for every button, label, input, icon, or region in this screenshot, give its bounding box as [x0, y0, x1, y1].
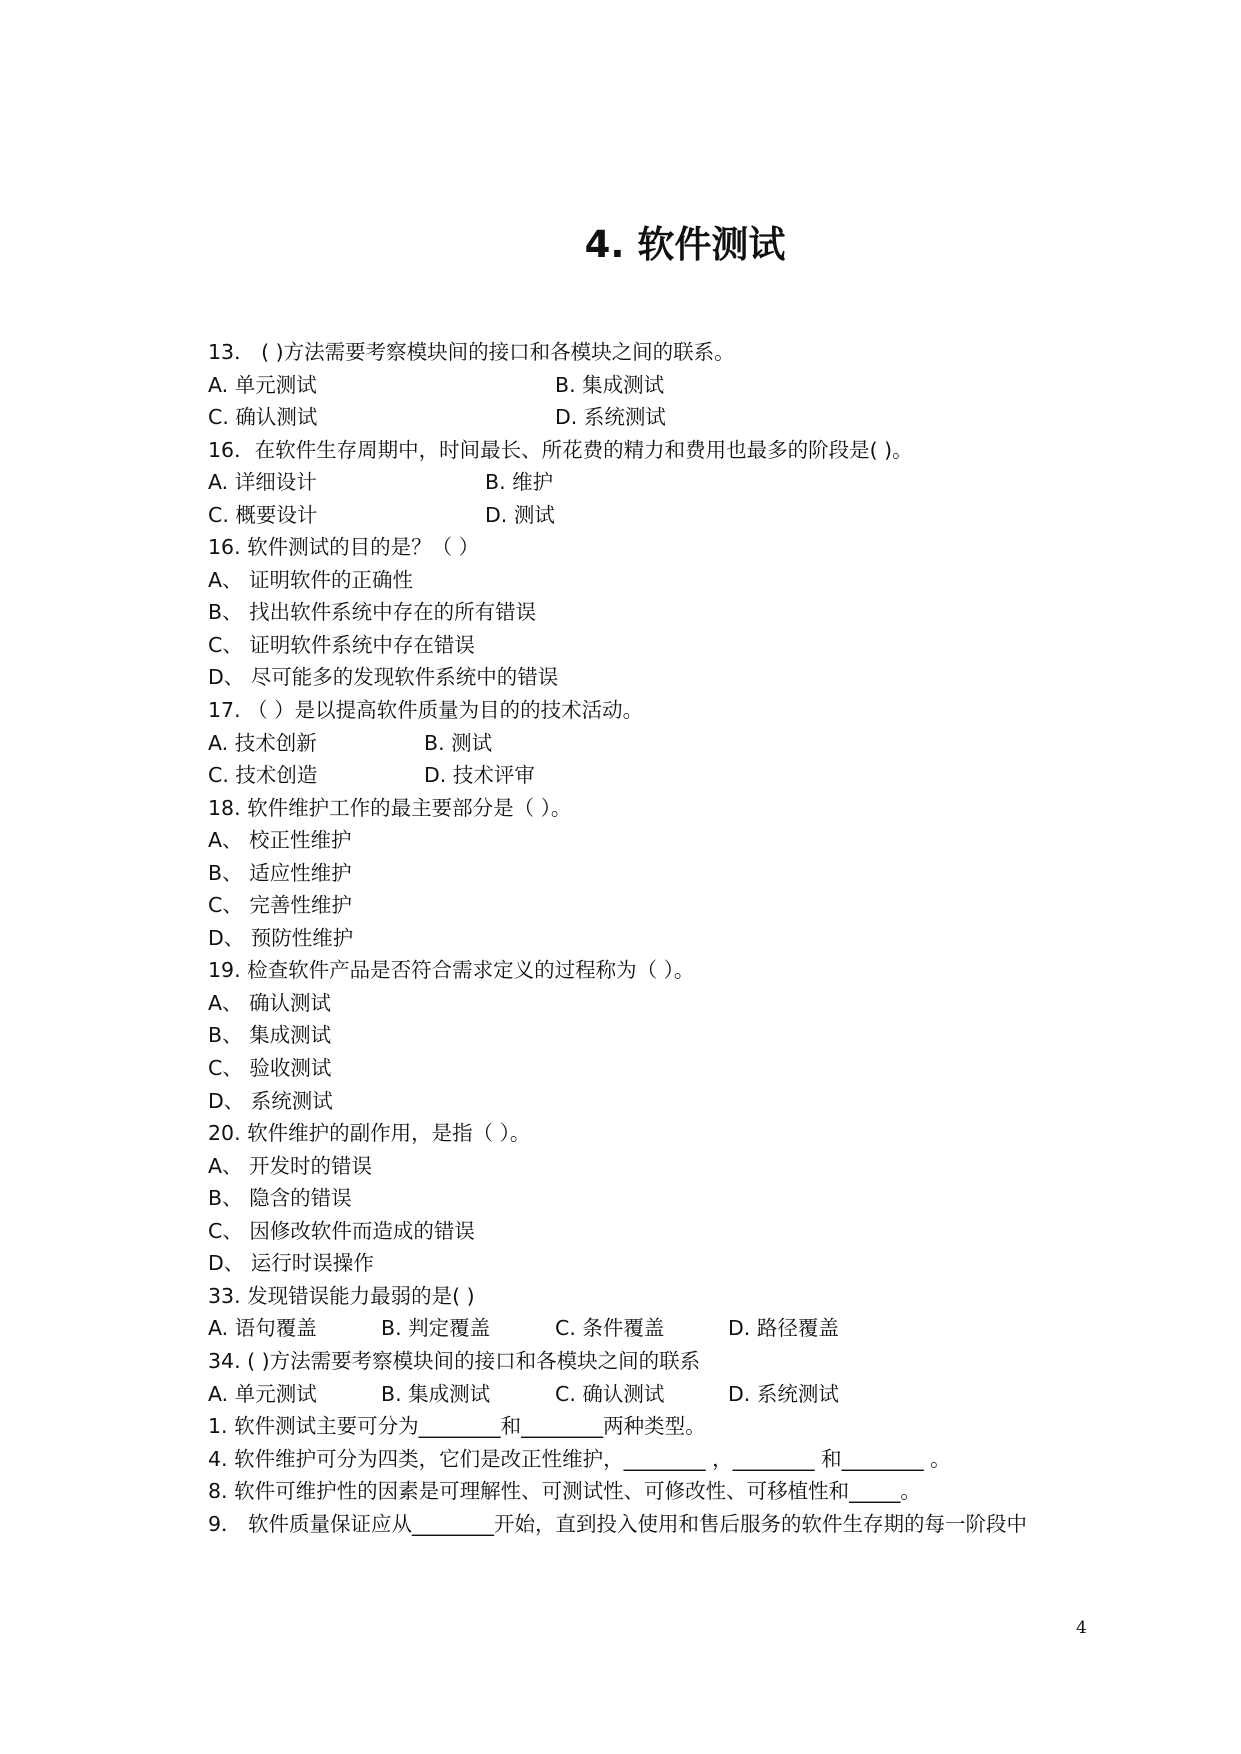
option: C. 确认测试: [208, 405, 318, 430]
option: A. 单元测试: [208, 372, 317, 397]
option: A. 语句覆盖: [208, 1316, 317, 1341]
option: A. 详细设计: [208, 470, 317, 495]
option: B. 维护: [485, 470, 554, 495]
option: A. 单元测试: [208, 1381, 317, 1406]
option-row: [208, 824, 1108, 857]
question-text: 17. （ ）是以提高软件质量为目的的技术活动。: [208, 698, 644, 723]
option-row: [208, 369, 1108, 402]
question-text: 18. 软件维护工作的最主要部分是（ ）。: [208, 795, 572, 820]
fill-question-8: [208, 1475, 1108, 1508]
question-20: [208, 1117, 1108, 1150]
option-row: [208, 857, 1108, 890]
option: D、 尽可能多的发现软件系统中的错误: [208, 665, 559, 690]
option-row: [208, 889, 1108, 922]
question-text: 16．在软件生存周期中，时间最长、所花费的精力和费用也最多的阶段是( )。: [208, 437, 913, 462]
question-text: 1. 软件测试主要可分为________和________两种类型。: [208, 1414, 706, 1439]
option: B、 集成测试: [208, 1023, 332, 1048]
option: C. 条件覆盖: [555, 1316, 665, 1341]
option: C. 确认测试: [555, 1381, 665, 1406]
option: C. 概要设计: [208, 502, 318, 527]
option: B、 隐含的错误: [208, 1186, 352, 1211]
option-row: [208, 727, 1108, 760]
option-row: [208, 466, 1108, 499]
option: A、 开发时的错误: [208, 1153, 373, 1178]
option: C. 技术创造: [208, 763, 318, 788]
fill-question-9: [208, 1508, 1108, 1541]
option-row: [208, 922, 1108, 955]
option: B、 适应性维护: [208, 860, 352, 885]
question-text: 13． ( )方法需要考察模块间的接口和各模块之间的联系。: [208, 340, 735, 364]
question-text: 9． 软件质量保证应从________开始，直到投入使用和售后服务的软件生存期的每一阶段中: [208, 1511, 1028, 1536]
option-row: [208, 759, 1108, 792]
option: A. 技术创新: [208, 730, 317, 755]
option: A、 校正性维护: [208, 828, 352, 853]
option-row: [208, 1378, 1108, 1411]
question-text: 34. ( )方法需要考察模块间的接口和各模块之间的联系: [208, 1348, 701, 1373]
question-17: [208, 694, 1108, 727]
option-row: [208, 629, 1108, 662]
question-text: 33. 发现错误能力最弱的是( ): [208, 1283, 475, 1308]
option-row: [208, 1247, 1108, 1280]
option-row: [208, 661, 1108, 694]
option: D. 系统测试: [555, 405, 666, 430]
option: D. 技术评审: [424, 763, 535, 788]
option: D. 路径覆盖: [728, 1316, 839, 1341]
question-list: [208, 336, 1108, 1540]
option: C、 因修改软件而造成的错误: [208, 1218, 475, 1243]
question-16a: [208, 434, 1108, 467]
option: B、 找出软件系统中存在的所有错误: [208, 600, 537, 625]
option-row: [208, 499, 1108, 532]
option: B. 测试: [424, 730, 493, 755]
option: B. 集成测试: [381, 1381, 491, 1406]
option: D、 运行时误操作: [208, 1251, 374, 1276]
option: D. 系统测试: [728, 1381, 839, 1406]
question-text: 20. 软件维护的副作用，是指（ ）。: [208, 1121, 531, 1146]
fill-question-1: [208, 1410, 1108, 1443]
fill-question-4: [208, 1443, 1108, 1476]
option-row: [208, 1182, 1108, 1215]
option-row: [208, 1019, 1108, 1052]
option-row: [208, 1150, 1108, 1183]
option: C、 完善性维护: [208, 893, 352, 918]
option-row: [208, 1085, 1108, 1118]
option-row: [208, 1052, 1108, 1085]
question-33: [208, 1280, 1108, 1313]
option-row: [208, 564, 1108, 597]
question-16b: [208, 531, 1108, 564]
question-text: 8. 软件可维护性的因素是可理解性、可测试性、可修改性、可移植性和_____。: [208, 1479, 921, 1504]
page-title: 4. 软件测试: [584, 223, 786, 266]
option-row: [208, 1312, 1108, 1345]
page-number: 4: [1076, 1618, 1087, 1638]
option-row: [208, 401, 1108, 434]
option: B. 集成测试: [555, 372, 665, 397]
option-row: [208, 596, 1108, 629]
option: A、 确认测试: [208, 990, 332, 1015]
option: C、 验收测试: [208, 1056, 332, 1081]
question-34: [208, 1345, 1108, 1378]
question-13: [208, 336, 1108, 369]
question-text: 19. 检查软件产品是否符合需求定义的过程称为（ ）。: [208, 958, 695, 983]
option: B. 判定覆盖: [381, 1316, 491, 1341]
option: D、 预防性维护: [208, 925, 354, 950]
option-row: [208, 987, 1108, 1020]
question-18: [208, 792, 1108, 825]
option-row: [208, 1215, 1108, 1248]
question-19: [208, 954, 1108, 987]
question-text: 4. 软件维护可分为四类，它们是改正性维护，________ ，________ 和________ 。: [208, 1446, 951, 1471]
option: C、 证明软件系统中存在错误: [208, 632, 475, 657]
option: A、 证明软件的正确性: [208, 567, 414, 592]
question-text: 16. 软件测试的目的是？（ ）: [208, 535, 480, 560]
option: D、 系统测试: [208, 1088, 333, 1113]
option: D. 测试: [485, 502, 555, 527]
